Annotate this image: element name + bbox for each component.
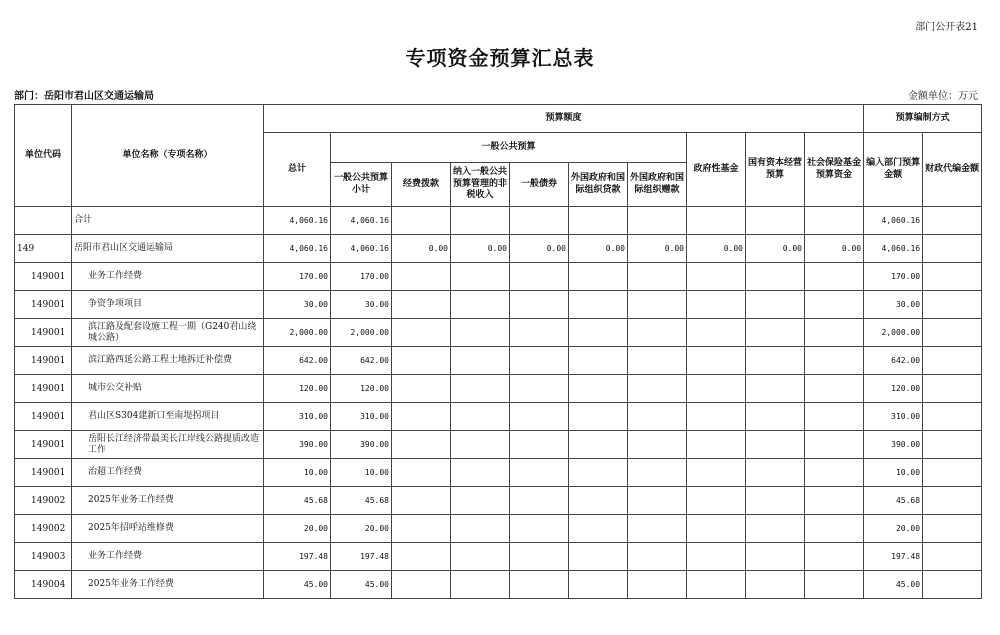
cell-total: 197.48 bbox=[264, 543, 331, 571]
cell-fiscal-budget bbox=[923, 459, 982, 487]
cell-state-capital bbox=[746, 375, 805, 403]
cell-funding: 0.00 bbox=[392, 235, 451, 263]
cell-state-capital bbox=[746, 263, 805, 291]
cell-social-insurance bbox=[805, 291, 864, 319]
cell-foreign-grant bbox=[628, 207, 687, 235]
cell-state-capital bbox=[746, 431, 805, 459]
cell-total: 4,060.16 bbox=[264, 235, 331, 263]
cell-foreign-loan: 0.00 bbox=[569, 235, 628, 263]
table-row bbox=[15, 431, 982, 459]
cell-subtotal: 45.00 bbox=[331, 571, 392, 599]
cell-general-bond bbox=[510, 571, 569, 599]
cell-foreign-grant bbox=[628, 403, 687, 431]
cell-non-tax bbox=[451, 291, 510, 319]
cell-funding bbox=[392, 291, 451, 319]
cell-fiscal-budget bbox=[923, 235, 982, 263]
cell-name: 争资争项项目 bbox=[72, 291, 264, 319]
cell-general-bond bbox=[510, 403, 569, 431]
budget-table bbox=[14, 104, 982, 599]
cell-foreign-loan bbox=[569, 571, 628, 599]
cell-social-insurance bbox=[805, 319, 864, 347]
cell-foreign-grant bbox=[628, 515, 687, 543]
cell-fiscal-budget bbox=[923, 487, 982, 515]
cell-subtotal: 20.00 bbox=[331, 515, 392, 543]
cell-code: 149001 bbox=[15, 431, 72, 459]
cell-general-bond bbox=[510, 291, 569, 319]
cell-social-insurance bbox=[805, 459, 864, 487]
cell-fiscal-budget bbox=[923, 571, 982, 599]
cell-code: 149001 bbox=[15, 459, 72, 487]
cell-name: 岳阳长江经济带最美长江岸线公路提质改造工作 bbox=[72, 431, 264, 459]
cell-gov-fund bbox=[687, 431, 746, 459]
cell-state-capital bbox=[746, 207, 805, 235]
cell-subtotal: 310.00 bbox=[331, 403, 392, 431]
cell-social-insurance bbox=[805, 515, 864, 543]
cell-gov-fund bbox=[687, 319, 746, 347]
cell-social-insurance: 0.00 bbox=[805, 235, 864, 263]
cell-fiscal-budget bbox=[923, 543, 982, 571]
cell-state-capital bbox=[746, 459, 805, 487]
cell-name: 2025年业务工作经费 bbox=[72, 487, 264, 515]
cell-total: 4,060.16 bbox=[264, 207, 331, 235]
cell-social-insurance bbox=[805, 347, 864, 375]
cell-foreign-loan bbox=[569, 459, 628, 487]
cell-foreign-loan bbox=[569, 487, 628, 515]
cell-state-capital bbox=[746, 403, 805, 431]
cell-name: 滨江路及配套设施工程一期（G240君山绕城公路） bbox=[72, 319, 264, 347]
header-general-bond: 一般债券 bbox=[510, 163, 569, 207]
cell-dept-budget: 10.00 bbox=[864, 459, 923, 487]
cell-non-tax bbox=[451, 375, 510, 403]
cell-fiscal-budget bbox=[923, 263, 982, 291]
cell-dept-budget: 45.00 bbox=[864, 571, 923, 599]
table-row bbox=[15, 291, 982, 319]
cell-funding bbox=[392, 543, 451, 571]
cell-name: 治超工作经费 bbox=[72, 459, 264, 487]
cell-funding bbox=[392, 431, 451, 459]
cell-funding bbox=[392, 263, 451, 291]
cell-foreign-grant bbox=[628, 291, 687, 319]
cell-name: 合计 bbox=[72, 207, 264, 235]
table-row bbox=[15, 571, 982, 599]
cell-general-bond bbox=[510, 263, 569, 291]
header-code: 单位代码 bbox=[15, 105, 72, 207]
cell-foreign-grant: 0.00 bbox=[628, 235, 687, 263]
table-row bbox=[15, 403, 982, 431]
cell-foreign-loan bbox=[569, 375, 628, 403]
cell-non-tax bbox=[451, 403, 510, 431]
cell-gov-fund bbox=[687, 207, 746, 235]
header-method: 预算编制方式 bbox=[864, 105, 982, 133]
cell-subtotal: 45.68 bbox=[331, 487, 392, 515]
cell-dept-budget: 45.68 bbox=[864, 487, 923, 515]
cell-foreign-grant bbox=[628, 571, 687, 599]
cell-foreign-loan bbox=[569, 347, 628, 375]
cell-foreign-loan bbox=[569, 431, 628, 459]
cell-social-insurance bbox=[805, 375, 864, 403]
cell-foreign-grant bbox=[628, 263, 687, 291]
cell-non-tax bbox=[451, 459, 510, 487]
cell-general-bond bbox=[510, 207, 569, 235]
cell-subtotal: 10.00 bbox=[331, 459, 392, 487]
cell-dept-budget: 4,060.16 bbox=[864, 235, 923, 263]
cell-social-insurance bbox=[805, 571, 864, 599]
cell-gov-fund bbox=[687, 375, 746, 403]
cell-subtotal: 642.00 bbox=[331, 347, 392, 375]
cell-non-tax bbox=[451, 207, 510, 235]
cell-total: 390.00 bbox=[264, 431, 331, 459]
header-gov-fund: 政府性基金 bbox=[687, 133, 746, 207]
cell-name: 2025年招呼站维修费 bbox=[72, 515, 264, 543]
cell-code: 149001 bbox=[15, 375, 72, 403]
cell-funding bbox=[392, 515, 451, 543]
cell-dept-budget: 2,000.00 bbox=[864, 319, 923, 347]
cell-name: 业务工作经费 bbox=[72, 543, 264, 571]
cell-general-bond bbox=[510, 431, 569, 459]
cell-funding bbox=[392, 347, 451, 375]
cell-social-insurance bbox=[805, 207, 864, 235]
cell-name: 2025年业务工作经费 bbox=[72, 571, 264, 599]
cell-general-bond bbox=[510, 487, 569, 515]
cell-funding bbox=[392, 207, 451, 235]
cell-social-insurance bbox=[805, 487, 864, 515]
cell-social-insurance bbox=[805, 263, 864, 291]
cell-foreign-grant bbox=[628, 487, 687, 515]
cell-general-bond bbox=[510, 459, 569, 487]
cell-non-tax bbox=[451, 487, 510, 515]
cell-foreign-grant bbox=[628, 459, 687, 487]
header-general-public: 一般公共预算 bbox=[331, 133, 687, 163]
cell-dept-budget: 30.00 bbox=[864, 291, 923, 319]
cell-code: 149001 bbox=[15, 347, 72, 375]
cell-foreign-loan bbox=[569, 263, 628, 291]
cell-code: 149003 bbox=[15, 543, 72, 571]
document-number: 部门公开表21 bbox=[915, 22, 978, 33]
header-non-tax: 纳入一般公共预算管理的非税收入 bbox=[451, 163, 510, 207]
cell-foreign-loan bbox=[569, 403, 628, 431]
cell-gov-fund bbox=[687, 487, 746, 515]
cell-subtotal: 30.00 bbox=[331, 291, 392, 319]
cell-code: 149004 bbox=[15, 571, 72, 599]
cell-fiscal-budget bbox=[923, 403, 982, 431]
cell-fiscal-budget bbox=[923, 319, 982, 347]
cell-state-capital bbox=[746, 515, 805, 543]
department-label: 部门：岳阳市君山区交通运输局 bbox=[14, 91, 154, 102]
cell-code: 149001 bbox=[15, 319, 72, 347]
cell-gov-fund: 0.00 bbox=[687, 235, 746, 263]
cell-foreign-grant bbox=[628, 431, 687, 459]
cell-general-bond bbox=[510, 319, 569, 347]
cell-state-capital bbox=[746, 487, 805, 515]
cell-total: 120.00 bbox=[264, 375, 331, 403]
cell-non-tax: 0.00 bbox=[451, 235, 510, 263]
cell-name: 滨江路西延公路工程土地拆迁补偿费 bbox=[72, 347, 264, 375]
cell-state-capital bbox=[746, 347, 805, 375]
cell-gov-fund bbox=[687, 459, 746, 487]
cell-fiscal-budget bbox=[923, 515, 982, 543]
header-funding: 经费拨款 bbox=[392, 163, 451, 207]
cell-foreign-loan bbox=[569, 291, 628, 319]
cell-funding bbox=[392, 487, 451, 515]
cell-fiscal-budget bbox=[923, 347, 982, 375]
cell-gov-fund bbox=[687, 291, 746, 319]
cell-subtotal: 390.00 bbox=[331, 431, 392, 459]
cell-dept-budget: 197.48 bbox=[864, 543, 923, 571]
cell-funding bbox=[392, 571, 451, 599]
cell-general-bond bbox=[510, 543, 569, 571]
cell-total: 170.00 bbox=[264, 263, 331, 291]
table-row bbox=[15, 207, 982, 235]
header-total: 总计 bbox=[264, 133, 331, 207]
cell-non-tax bbox=[451, 543, 510, 571]
cell-gov-fund bbox=[687, 403, 746, 431]
cell-total: 310.00 bbox=[264, 403, 331, 431]
cell-social-insurance bbox=[805, 543, 864, 571]
cell-non-tax bbox=[451, 263, 510, 291]
header-dept-budget: 编入部门预算金额 bbox=[864, 133, 923, 207]
table-row bbox=[15, 515, 982, 543]
cell-funding bbox=[392, 403, 451, 431]
cell-foreign-grant bbox=[628, 375, 687, 403]
cell-general-bond: 0.00 bbox=[510, 235, 569, 263]
cell-gov-fund bbox=[687, 263, 746, 291]
cell-subtotal: 4,060.16 bbox=[331, 207, 392, 235]
cell-subtotal: 120.00 bbox=[331, 375, 392, 403]
cell-total: 20.00 bbox=[264, 515, 331, 543]
header-foreign-loan: 外国政府和国际组织贷款 bbox=[569, 163, 628, 207]
cell-funding bbox=[392, 375, 451, 403]
header-state-capital: 国有资本经营预算 bbox=[746, 133, 805, 207]
table-row bbox=[15, 459, 982, 487]
cell-code: 149001 bbox=[15, 403, 72, 431]
cell-state-capital bbox=[746, 291, 805, 319]
cell-general-bond bbox=[510, 515, 569, 543]
cell-foreign-loan bbox=[569, 543, 628, 571]
cell-non-tax bbox=[451, 347, 510, 375]
cell-general-bond bbox=[510, 375, 569, 403]
cell-subtotal: 2,000.00 bbox=[331, 319, 392, 347]
cell-non-tax bbox=[451, 515, 510, 543]
cell-non-tax bbox=[451, 319, 510, 347]
cell-gov-fund bbox=[687, 347, 746, 375]
cell-state-capital: 0.00 bbox=[746, 235, 805, 263]
header-name: 单位名称（专项名称） bbox=[72, 105, 264, 207]
table-row bbox=[15, 543, 982, 571]
cell-name: 城市公交补贴 bbox=[72, 375, 264, 403]
cell-code: 149002 bbox=[15, 487, 72, 515]
cell-foreign-grant bbox=[628, 319, 687, 347]
cell-fiscal-budget bbox=[923, 207, 982, 235]
cell-dept-budget: 20.00 bbox=[864, 515, 923, 543]
cell-total: 45.00 bbox=[264, 571, 331, 599]
header-fiscal-budget: 财政代编金额 bbox=[923, 133, 982, 207]
header-budget-amount: 预算额度 bbox=[264, 105, 864, 133]
cell-state-capital bbox=[746, 543, 805, 571]
cell-total: 45.68 bbox=[264, 487, 331, 515]
cell-general-bond bbox=[510, 347, 569, 375]
cell-total: 10.00 bbox=[264, 459, 331, 487]
cell-name: 业务工作经费 bbox=[72, 263, 264, 291]
page-title: 专项资金预算汇总表 bbox=[405, 46, 595, 70]
table-row bbox=[15, 263, 982, 291]
cell-fiscal-budget bbox=[923, 291, 982, 319]
cell-state-capital bbox=[746, 571, 805, 599]
table-row bbox=[15, 487, 982, 515]
cell-dept-budget: 642.00 bbox=[864, 347, 923, 375]
cell-non-tax bbox=[451, 571, 510, 599]
cell-dept-budget: 4,060.16 bbox=[864, 207, 923, 235]
cell-fiscal-budget bbox=[923, 431, 982, 459]
table-row bbox=[15, 235, 982, 263]
cell-code: 149001 bbox=[15, 291, 72, 319]
cell-non-tax bbox=[451, 431, 510, 459]
cell-fiscal-budget bbox=[923, 375, 982, 403]
cell-state-capital bbox=[746, 319, 805, 347]
cell-total: 2,000.00 bbox=[264, 319, 331, 347]
cell-subtotal: 170.00 bbox=[331, 263, 392, 291]
cell-code: 149 bbox=[15, 235, 72, 263]
cell-foreign-loan bbox=[569, 319, 628, 347]
cell-funding bbox=[392, 459, 451, 487]
cell-gov-fund bbox=[687, 515, 746, 543]
cell-foreign-loan bbox=[569, 515, 628, 543]
cell-name: 君山区S304建新口至南堤拐项目 bbox=[72, 403, 264, 431]
cell-dept-budget: 390.00 bbox=[864, 431, 923, 459]
cell-gov-fund bbox=[687, 571, 746, 599]
cell-funding bbox=[392, 319, 451, 347]
cell-code: 149001 bbox=[15, 263, 72, 291]
cell-foreign-grant bbox=[628, 543, 687, 571]
cell-total: 642.00 bbox=[264, 347, 331, 375]
amount-unit-label: 金额单位：万元 bbox=[908, 91, 978, 102]
cell-code: 149002 bbox=[15, 515, 72, 543]
cell-dept-budget: 170.00 bbox=[864, 263, 923, 291]
header-social-insurance: 社会保险基金预算资金 bbox=[805, 133, 864, 207]
cell-name: 岳阳市君山区交通运输局 bbox=[72, 235, 264, 263]
table-row bbox=[15, 319, 982, 347]
cell-foreign-grant bbox=[628, 347, 687, 375]
cell-subtotal: 4,060.16 bbox=[331, 235, 392, 263]
table-row bbox=[15, 347, 982, 375]
cell-total: 30.00 bbox=[264, 291, 331, 319]
cell-dept-budget: 310.00 bbox=[864, 403, 923, 431]
header-gp-subtotal: 一般公共预算小计 bbox=[331, 163, 392, 207]
table-row bbox=[15, 375, 982, 403]
cell-subtotal: 197.48 bbox=[331, 543, 392, 571]
cell-dept-budget: 120.00 bbox=[864, 375, 923, 403]
cell-gov-fund bbox=[687, 543, 746, 571]
cell-social-insurance bbox=[805, 431, 864, 459]
cell-foreign-loan bbox=[569, 207, 628, 235]
cell-social-insurance bbox=[805, 403, 864, 431]
cell-code bbox=[15, 207, 72, 235]
header-foreign-grant: 外国政府和国际组织赠款 bbox=[628, 163, 687, 207]
